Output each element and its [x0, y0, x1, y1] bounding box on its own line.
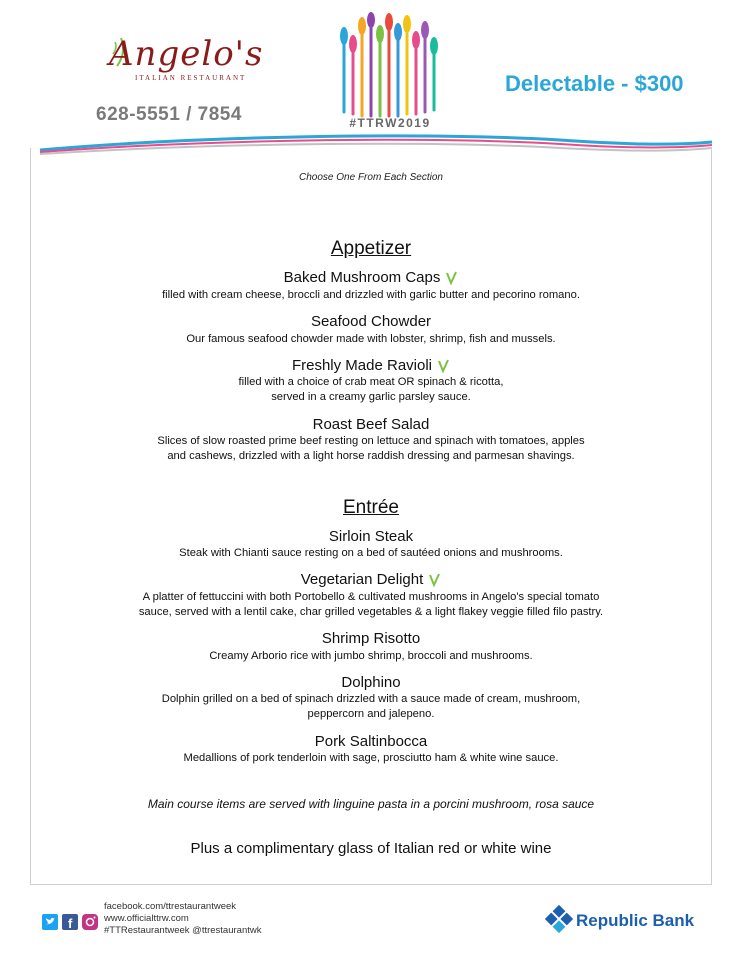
ttrw-utensils-icon [338, 12, 442, 130]
menu-item-description: Our famous seafood chowder made with lobster, shrimp, fish and mussels. [186, 333, 556, 345]
restaurant-logo [95, 30, 264, 90]
menu-item-description: A platter of fettuccini with both Portobello & cultivated mushrooms in Angelo's special tomato sauce, served with a lentil cake, char grilled vegetables & a light flakey veggie filled filo pastry. [138, 591, 604, 618]
menu-item-title: Sirloin Steak [328, 528, 414, 545]
menu-item-title: Vegetarian Delight [0, 571, 742, 588]
menu-item-description: Creamy Arborio rice with jumbo shrimp, broccoli and mushrooms. [209, 650, 533, 662]
menu-item-title: Freshly Made Ravioli [0, 357, 742, 374]
event-hashtag: #TTRW2019 [349, 116, 431, 130]
facebook-icon[interactable] [62, 914, 78, 931]
social-links [104, 901, 261, 937]
hashtags: #TTRestaurantweek @ttrestaurantwk [104, 925, 262, 936]
twitter-icon[interactable] [42, 914, 58, 930]
menu-item-title: Dolphino [341, 674, 401, 691]
price-label: Delectable - $300 [505, 71, 684, 96]
website-link[interactable]: www.officialttrw.com [104, 913, 189, 924]
social-icons [42, 913, 102, 936]
menu-item-description: Slices of slow roasted prime beef resting on lettuce and spinach with tomatoes, apples and cashews, drizzled with a light horse raddish dressing and parmesan shavings. [157, 435, 585, 462]
menu-item-description: filled with a choice of crab meat OR spinach & ricotta, served in a creamy garlic parsley sauce. [238, 376, 504, 403]
menu-item-description: Medallions of pork tenderloin with sage, prosciutto ham & white wine sauce. [183, 752, 559, 764]
logo-subtitle: ITALIAN RESTAURANT [135, 74, 247, 82]
instructions: Choose One From Each Section [299, 172, 443, 183]
section-heading-entree: Entrée [343, 497, 399, 518]
menu-item-title: Shrimp Risotto [321, 630, 421, 647]
republic-bank-logo-icon [544, 904, 574, 934]
menu-item-title: Roast Beef Salad [312, 416, 430, 433]
menu-item-title: Pork Saltinbocca [314, 733, 428, 750]
vegetarian-icon [436, 359, 450, 373]
facebook-link[interactable]: facebook.com/ttrestaurantweek [104, 901, 237, 912]
menu-header [0, 0, 742, 150]
vegetarian-icon [427, 573, 441, 587]
vegetarian-icon [444, 271, 458, 285]
menu-item-title: Baked Mushroom Caps [0, 269, 742, 286]
instagram-icon[interactable] [82, 914, 98, 930]
phone-numbers: 628-5551 / 7854 [96, 104, 242, 125]
wine-offer: Plus a complimentary glass of Italian red or white wine [190, 840, 552, 857]
menu-item-title: Seafood Chowder [310, 313, 432, 330]
sponsor-name: Republic Bank [576, 911, 695, 930]
menu-item-description: Steak with Chianti sauce resting on a bed of sautéed onions and mushrooms. [179, 547, 563, 559]
menu-item-description: filled with cream cheese, broccli and drizzled with garlic butter and pecorino romano. [162, 289, 580, 301]
svg-text:f: f [68, 916, 73, 931]
main-course-note: Main course items are served with linguine pasta in a porcini mushroom, rosa sauce [147, 797, 595, 811]
section-heading-appetizer: Appetizer [330, 238, 412, 259]
menu-item-description: Dolphin grilled on a bed of spinach drizzled with a sauce made of cream, mushroom, peppercorn and jalepeno. [161, 693, 581, 720]
logo-wordmark: Angelo's [109, 34, 264, 74]
